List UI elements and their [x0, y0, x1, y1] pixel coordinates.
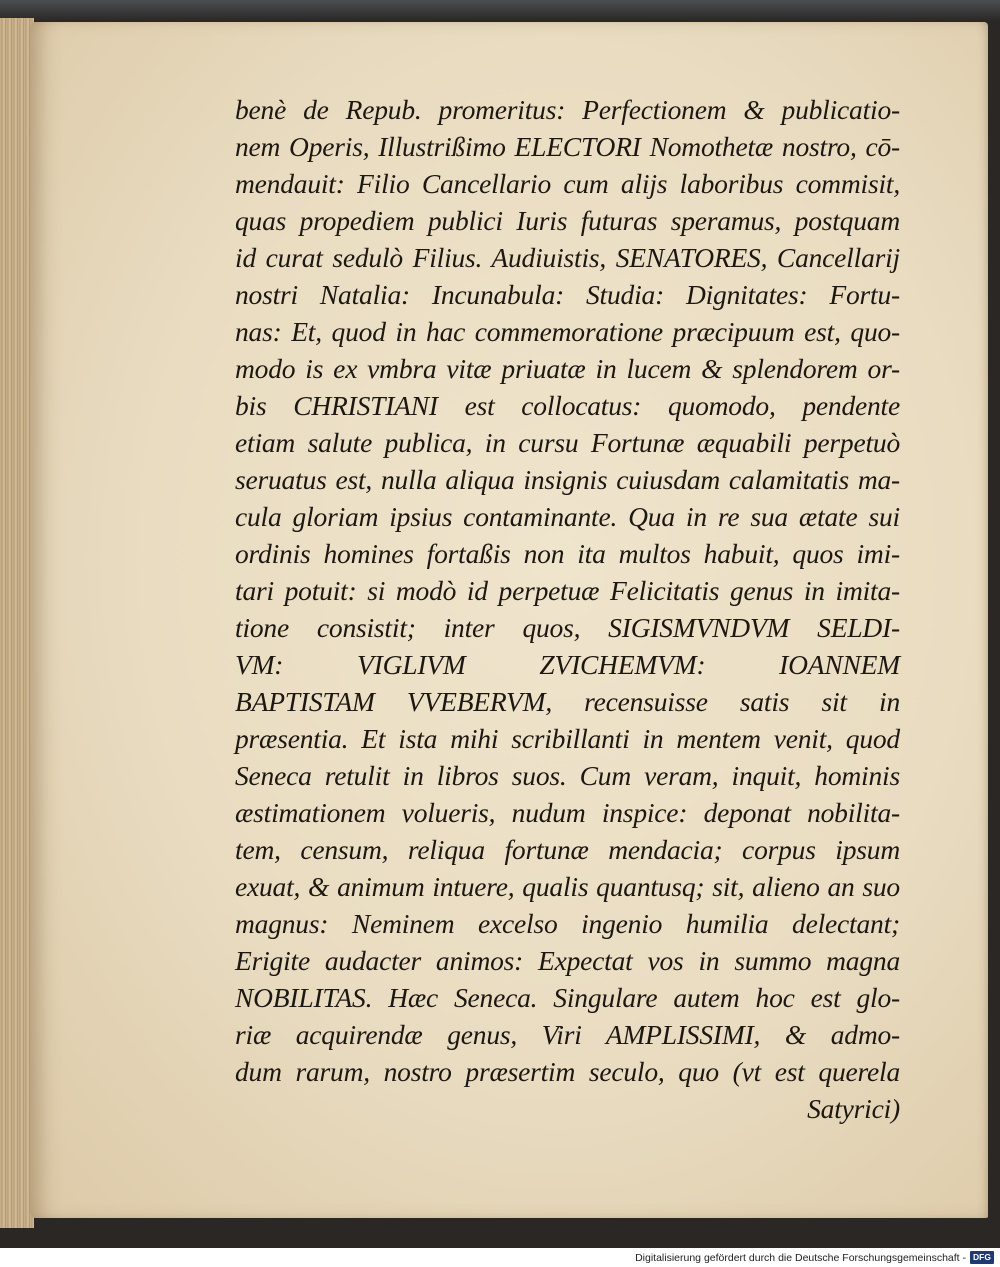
text-line: Erigite audacter animos: Expectat vos in summo magna — [235, 945, 900, 976]
dfg-logo: DFG — [970, 1251, 994, 1264]
book-page — [30, 22, 988, 1218]
text-line: NOBILITAS. Hæc Seneca. Singulare autem hoc est glo- — [235, 982, 900, 1013]
text-line: quas propediem publici Iuris futuras speramus, postquam — [235, 205, 900, 236]
book-page-edges — [0, 18, 34, 1228]
text-line: mendauit: Filio Cancellario cum alijs laboribus commisit, — [235, 168, 900, 199]
footer-bar — [0, 1248, 1000, 1267]
text-line: bis CHRISTIANI est collocatus: quomodo, pendente — [235, 390, 900, 421]
text-line: æstimationem volueris, nudum inspice: deponat nobilita- — [235, 797, 900, 828]
text-line: ordinis homines fortaßis non ita multos habuit, quos imi- — [235, 538, 900, 569]
text-line: nostri Natalia: Incunabula: Studia: Dignitates: Fortu- — [235, 279, 900, 310]
text-line: BAPTISTAM VVEBERVM, recensuisse satis sit in — [235, 686, 900, 717]
text-line: benè de Repub. promeritus: Perfectionem & publicatio- — [235, 94, 900, 125]
text-line: riæ acquirendæ genus, Viri AMPLISSIMI, & admo- — [235, 1019, 900, 1050]
footer-credit-text: Digitalisierung gefördert durch die Deutsche Forschungsgemeinschaft - — [635, 1252, 966, 1264]
text-line: cula gloriam ipsius contaminante. Qua in re sua ætate sui — [235, 501, 900, 532]
text-line: VM: VIGLIVM ZVICHEMVM: IOANNEM — [235, 649, 900, 680]
text-line: seruatus est, nulla aliqua insignis cuiusdam calamitatis ma- — [235, 464, 900, 495]
book-binding-top — [0, 0, 1000, 20]
text-line: Seneca retulit in libros suos. Cum veram, inquit, hominis — [235, 760, 900, 791]
text-line: tari potuit: si modò id perpetuæ Felicitatis genus in imita- — [235, 575, 900, 606]
text-line: etiam salute publica, in cursu Fortunæ æquabili perpetuò — [235, 427, 900, 458]
text-line: tem, censum, reliqua fortunæ mendacia; corpus ipsum — [235, 834, 900, 865]
text-line: modo is ex vmbra vitæ priuatæ in lucem & splendorem or- — [235, 353, 900, 384]
text-line: tione consistit; inter quos, SIGISMVNDVM SELDI- — [235, 612, 900, 643]
text-line: nas: Et, quod in hac commemoratione præcipuum est, quo- — [235, 316, 900, 347]
text-line-catchword: Satyrici) — [807, 1093, 900, 1124]
text-line: præsentia. Et ista mihi scribillanti in mentem venit, quod — [235, 723, 900, 754]
text-line: nem Operis, Illustrißimo ELECTORI Nomothetæ nostro, cō- — [235, 131, 900, 162]
text-line: exuat, & animum intuere, qualis quantusq; sit, alieno an suo — [235, 871, 900, 902]
text-line: magnus: Neminem excelso ingenio humilia delectant; — [235, 908, 900, 939]
text-line: dum rarum, nostro præsertim seculo, quo (vt est querela — [235, 1056, 900, 1087]
text-line: id curat sedulò Filius. Audiuistis, SENATORES, Cancellarij — [235, 242, 900, 273]
